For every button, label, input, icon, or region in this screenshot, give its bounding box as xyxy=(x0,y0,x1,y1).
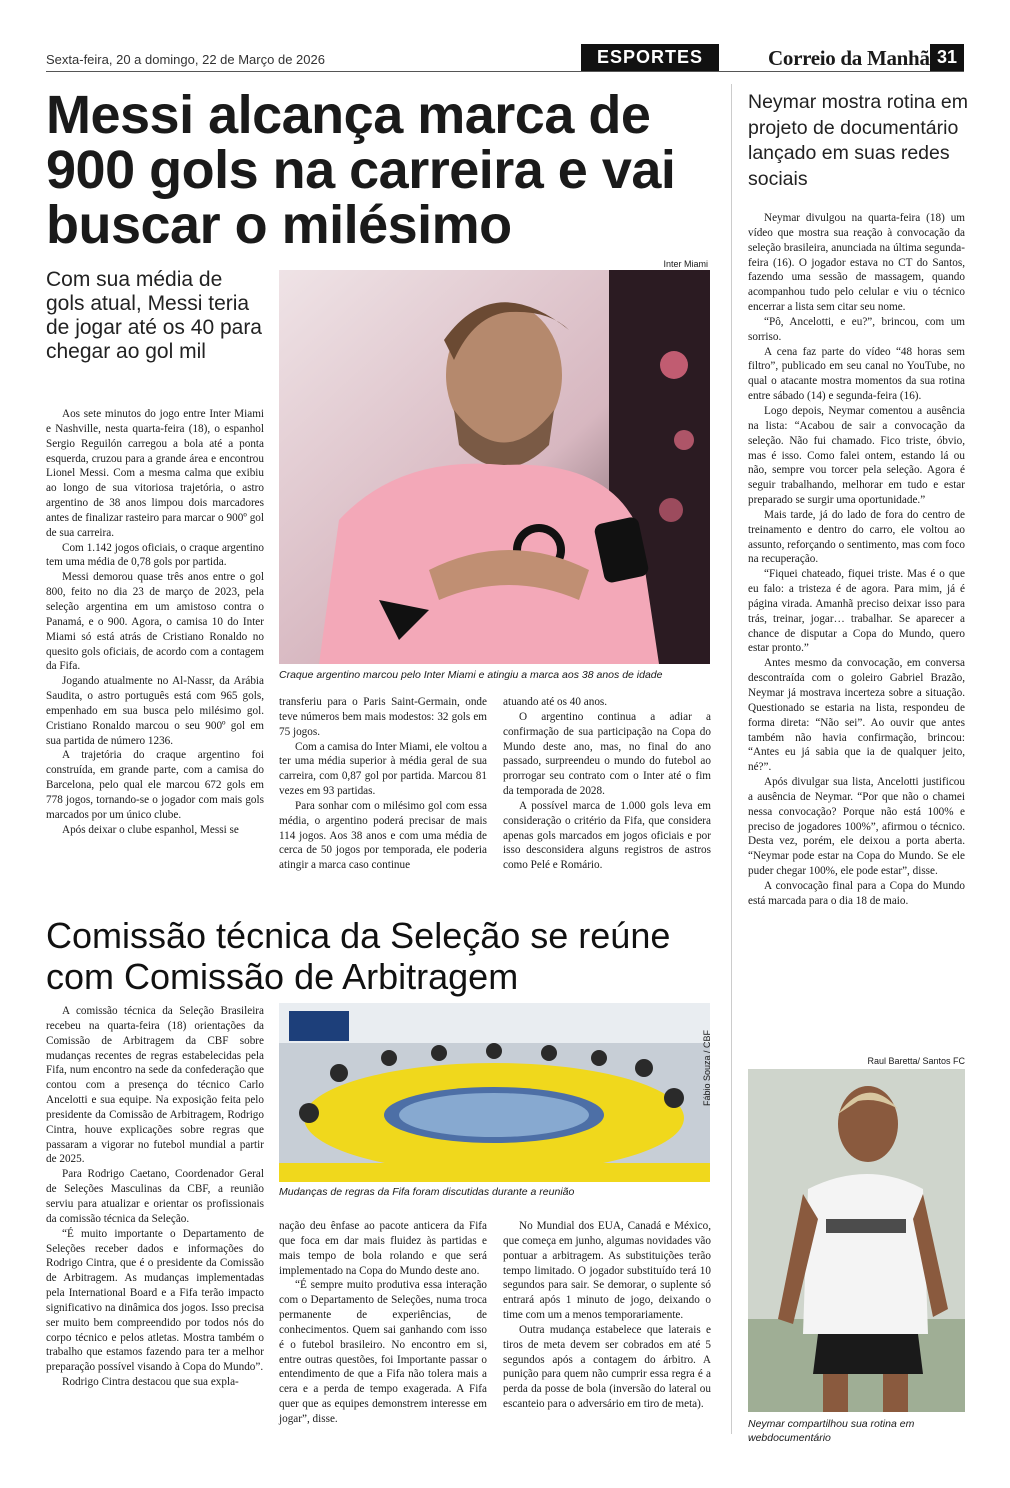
side-photo-caption: Neymar compartilhou sua rotina em webdocumentário xyxy=(748,1418,915,1444)
side-headline: Neymar mostra rotina em projeto de documentário lançado em suas redes sociais xyxy=(748,91,968,190)
second-column-2 xyxy=(279,1219,487,1427)
second-photo xyxy=(279,1003,710,1182)
second-column-1 xyxy=(46,1004,264,1390)
lead-paragraph: Messi demorou quase três anos entre o gol 800, feito no dia 23 de março de 2023, pela seleção argentina em um amistoso contra o Panamá, e o 900. Agora, o camisa 10 do Inter Miami só está atrás de Cristiano Ronaldo no quesito gols oficiais, de acordo com a contagem da Fifa. xyxy=(46,571,264,673)
lead-paragraph: atuando até os 40 anos. xyxy=(503,696,608,708)
header-divider xyxy=(46,71,964,72)
neymar-photo-illustration xyxy=(748,1069,965,1412)
lead-column-3 xyxy=(503,695,711,873)
newspaper-masthead: Correio da Manhã xyxy=(768,46,930,70)
second-photo-credit: Fábio Souza / CBF xyxy=(702,1029,712,1106)
column-divider xyxy=(731,84,732,1434)
lead-deck: Com sua média de gols atual, Messi teria de jogar até os 40 para chegar ao gol mil xyxy=(46,268,262,363)
second-headline: Comissão técnica da Seleção se reúne com Comissão de Arbitragem xyxy=(46,915,671,997)
side-paragraph: Antes mesmo da convocação, em conversa descontraída com o goleiro Gabriel Brazão, Neymar já mostrava incerteza sobre a situação. Questionado se estaria na lista, respondeu de forma direta: “Não sei”. Ao ouvir que antes também não havia confirmação, brincou: “Antes eu já sabia que ia de qualquer jeito, né?”. xyxy=(748,657,965,774)
lead-paragraph: Jogando atualmente no Al-Nassr, da Arábia Saudita, o astro português está com 965 gols, empenhado em sua busca pelo milésimo gol. Cristiano Ronaldo marcou o seu 900º gol em sua partida de número 1236. xyxy=(46,675,264,747)
side-paragraph: A convocação final para a Copa do Mundo está marcada para o dia 18 de maio. xyxy=(748,879,965,907)
second-paragraph: Outra mudança estabelece que laterais e tiros de meta devem ser cobrados em até 5 segundos após a contagem do árbitro. A punição para quem não cumprir essa regra é a perda da posse de bola (inversão do lateral ou escanteio para o adversário em tiro de meta). xyxy=(503,1323,711,1411)
lead-column-1 xyxy=(46,407,264,837)
second-paragraph: No Mundial dos EUA, Canadá e México, que começa em junho, algumas novidades vão pontuar a arbitragem. As substituições terão tempo limitado. O jogador substituído terá 10 segundos para sair. Se demorar, o suplente só entrará após 1 minuto de jogo, deixando o time com um a menos temporariamente. xyxy=(503,1220,711,1322)
side-paragraph: “Fiquei chateado, fiquei triste. Mas é o que eu falo: a tristeza é de agora. Para mim, já é página virada. Amanhã preciso deixar isso para trás, treinar, jogar… trabalhar. Se aparecer a chance de disputar a Copa do Mundo, quero estar pronto.” xyxy=(748,568,965,655)
second-paragraph: A comissão técnica da Seleção Brasileira recebeu na quarta-feira (18) orientações da Comissão de Arbitragem da CBF sobre mudanças recentes de regras estabelecidas pela Fifa, num encontro na sede da confederação que contou com a presença do técnico Carlo Ancelotti e sua equipe. Na exposição feita pelo presidente da Comissão de Arbitragem, Rodrigo Cintra, houve explicações sobre regras que passaram a vigorar no futebol mundial a partir de 2025. xyxy=(46,1005,264,1166)
lead-paragraph: A trajetória do craque argentino foi construída, em grande parte, com a camisa do Barcelona, pelo qual ele marcou 672 gols em 778 jogos, tornando-se o jogador com mais gols marcados por um único clube. xyxy=(46,749,264,821)
lead-headline: Messi alcança marca de 900 gols na carreira e vai buscar o milésimo xyxy=(46,85,676,255)
lead-photo-caption: Craque argentino marcou pelo Inter Miami e atingiu a marca aos 38 anos de idade xyxy=(279,669,663,681)
lead-photo xyxy=(279,270,710,664)
side-column xyxy=(748,211,965,909)
lead-paragraph: Aos sete minutos do jogo entre Inter Miami e Nashville, nesta quarta-feira (18), o espanhol Sergio Reguilón carregou a bola até a ponta esquerda, cruzou para a grande área e encontrou Lionel Messi. Com a mesma calma que exibiu ao longo de sua vitoriosa trajetória, o astro argentino de 38 anos limpou dois marcadores antes de finalizar rasteiro para marcar o 900º gol de sua carreira. xyxy=(46,408,264,539)
edition-date: Sexta-feira, 20 a domingo, 22 de Março de 2026 xyxy=(46,52,325,67)
side-photo-credit: Raul Baretta/ Santos FC xyxy=(867,1056,965,1066)
side-paragraph: A cena faz parte do vídeo “48 horas sem filtro”, publicado em seu canal no YouTube, no qual o atacante mostra momentos da sua rotina entre sábado (14) e segunda-feira (16). xyxy=(748,345,965,403)
second-paragraph: nação deu ênfase ao pacote anticera da Fifa que foca em dar mais fluidez às partidas e mais tempo de bola rolando e que será implementado na Copa do Mundo deste ano. xyxy=(279,1220,487,1277)
side-paragraph: Neymar divulgou na quarta-feira (18) um vídeo que mostra sua reação à convocação da seleção brasileira, anunciada na última segunda-feira (16). O jogador estava no CT do Santos, fazendo uma sessão de massagem, quando acompanhou tudo pelo celular e viu o técnico encerrar a lista sem citar seu nome. xyxy=(748,212,965,314)
second-paragraph: Rodrigo Cintra destacou que sua expla- xyxy=(62,1376,239,1389)
messi-photo-illustration xyxy=(279,270,710,664)
second-paragraph: “É sempre muito produtiva essa interação com o Departamento de Seleções, numa troca permanente de experiências, de conhecimentos. Quem sai ganhando com isso é o futebol brasileiro. No encontro em si, entre outras questões, foi Importante passar o entendimento de que a Fifa não tolera mais a cera e a perda de tempo exagerada. A Fifa quer que as equipes demonstrem interesse em jogar”, disse. xyxy=(279,1279,487,1425)
side-paragraph: Mais tarde, já do lado de fora do centro de treinamento e dentro do carro, ele voltou ao assunto, reforçando o sentimento, mas com foco na recuperação. xyxy=(748,508,965,566)
lead-photo-credit: Inter Miami xyxy=(663,259,708,269)
meeting-photo-illustration xyxy=(279,1003,710,1182)
lead-paragraph: transferiu para o Paris Saint-Germain, onde teve números bem mais modestos: 32 gols em 75 jogos. xyxy=(279,696,487,738)
lead-paragraph: Com a camisa do Inter Miami, ele voltou a ter uma média superior à média geral de sua carreira, com 0,87 gol por partida. Marcou 81 vezes em 93 partidas. xyxy=(279,740,487,798)
lead-paragraph: Após deixar o clube espanhol, Messi se xyxy=(62,823,239,836)
second-paragraph: Para Rodrigo Caetano, Coordenador Geral de Seleções Masculinas da CBF, a reunião serviu para atualizar e orientar os profissionais da comissão técnica da Seleção. xyxy=(46,1168,264,1225)
side-photo xyxy=(748,1069,965,1412)
lead-paragraph: A possível marca de 1.000 gols leva em consideração o critério da Fifa, que considera apenas gols marcados em jogos oficiais e por isso desconsidera alguns registros de astros como Pelé e Romário. xyxy=(503,799,711,872)
side-paragraph: Logo depois, Neymar comentou a ausência na lista: “Acabou de sair a convocação da seleção. Não fui chamado. Fico triste, óbvio, mas é isso. Como falei ontem, estando lá ou não, sempre vou torcer pela seleção. Agora é seguir trabalhando, melhorar em tudo e estar preparado se surgir uma oportunidade.” xyxy=(748,404,965,507)
lead-column-2 xyxy=(279,695,487,873)
second-photo-caption: Mudanças de regras da Fifa foram discutidas durante a reunião xyxy=(279,1186,575,1198)
second-paragraph: “É muito importante o Departamento de Seleções receber dados e informações do Rodrigo Cintra, que é o presidente da Comissão de Arbitragem. As mudanças implementadas pela International Board e a Fifa terão impacto significativo na dinâmica dos jogos. Isso precisa ser muito bem compreendido por todos nós do corpo técnico e pelos atletas. Mostra também o trabalho que estamos fazendo para ter a melhor preparação possível visando à Copa do Mundo”. xyxy=(46,1227,264,1374)
lead-paragraph: Para sonhar com o milésimo gol com essa média, o argentino poderá precisar de mais 114 jogos. Aos 38 anos e com uma média de cerca de 50 jogos por temporada, ele poderia atingir a marca caso continue xyxy=(279,799,487,872)
side-paragraph: Após divulgar sua lista, Ancelotti justificou a ausência de Neymar. “Por que não o chamei nessa convocação? Porque não está 100% e preciso de jogadores 100%”, afirmou o técnico. Desta vez, porém, ele deixou a porta aberta. “Neymar pode estar na Copa do Mundo. Se ele puder chegar 100%, ele pode estar”, disse. xyxy=(748,776,965,878)
second-column-3 xyxy=(503,1219,711,1412)
lead-paragraph: Com 1.142 jogos oficiais, o craque argentino tem uma média de 0,78 gols por partida. xyxy=(46,541,264,569)
side-paragraph: “Pô, Ancelotti, e eu?”, brincou, com um sorriso. xyxy=(748,315,965,343)
page-number: 31 xyxy=(930,44,964,71)
section-label: ESPORTES xyxy=(581,44,719,71)
lead-paragraph: O argentino continua a adiar a confirmação de sua participação na Copa do Mundo deste ano, mas, no final do ano passado, surpreendeu o mundo do futebol ao prorrogar seu contrato com o Inter até o fim da temporada de 2028. xyxy=(503,710,711,798)
